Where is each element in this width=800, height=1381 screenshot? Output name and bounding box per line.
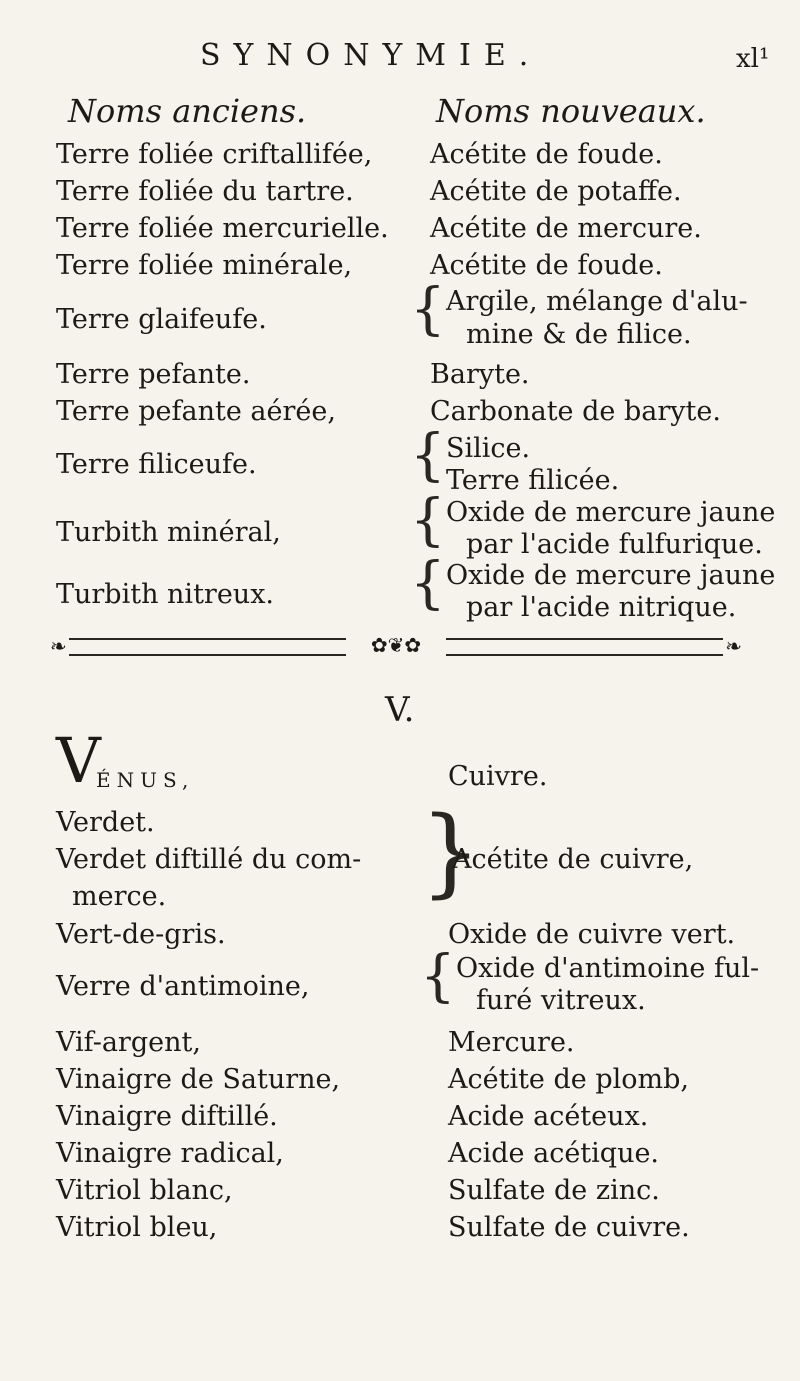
old-name: Terre pefante aérée, — [56, 396, 336, 427]
brace-icon: { — [410, 551, 446, 616]
new-name: Acide acétique. — [448, 1138, 660, 1169]
new-name-continued: par l'acide nitrique. — [466, 592, 737, 623]
new-name: Oxide de cuivre vert. — [448, 919, 736, 950]
new-name: Acétite de potaffe. — [430, 176, 682, 207]
new-name-continued: furé vitreux. — [476, 985, 646, 1016]
column-heading-new-names: Noms nouveaux. — [436, 92, 706, 130]
ornamental-divider — [50, 633, 742, 658]
old-name: Verre d'antimoine, — [56, 971, 310, 1002]
fleuron-icon: ❧ — [50, 634, 67, 658]
new-name: Mercure. — [448, 1027, 575, 1058]
old-name: Vif-argent, — [56, 1027, 201, 1058]
drop-cap: V — [56, 724, 101, 797]
heading-caps: ÉNUS, — [96, 768, 195, 792]
new-name-continued: par l'acide fulfurique. — [466, 529, 763, 560]
new-name: Acide acéteux. — [448, 1101, 649, 1132]
old-name: Verdet. — [56, 807, 155, 838]
new-name: Carbonate de baryte. — [430, 396, 721, 427]
old-name: Turbith minéral, — [56, 517, 281, 548]
old-name: Terre glaifeufe. — [56, 304, 267, 335]
old-name: Terre foliée criftallifée, — [56, 139, 373, 170]
new-name: Acétite de foude. — [430, 139, 663, 170]
old-name: Vinaigre de Saturne, — [56, 1064, 341, 1095]
new-name: Acétite de mercure. — [430, 213, 702, 244]
old-name: Terre pefante. — [56, 359, 251, 390]
old-name: Terre foliée minérale, — [56, 250, 353, 281]
brace-icon: { — [410, 277, 446, 342]
page-number: xl¹ — [736, 44, 770, 74]
brace-icon: { — [410, 423, 446, 488]
old-name: Vinaigre radical, — [56, 1138, 284, 1169]
new-name: Acétite de plomb, — [448, 1064, 689, 1095]
old-name: Terre foliée mercurielle. — [56, 213, 389, 244]
running-title: SYNONYMIE. — [200, 38, 542, 73]
brace-icon: { — [420, 944, 456, 1009]
column-heading-old-names: Noms anciens. — [68, 92, 307, 130]
new-name: Sulfate de zinc. — [448, 1175, 660, 1206]
old-name: Terre foliée du tartre. — [56, 176, 354, 207]
new-name: Acétite de cuivre, — [452, 844, 694, 875]
fleuron-icon: ❧ — [725, 634, 742, 658]
brace-icon: { — [410, 488, 446, 553]
new-name: Cuivre. — [448, 761, 548, 792]
fleuron-icon: ✿❦✿ — [346, 632, 446, 658]
new-name: Sulfate de cuivre. — [448, 1212, 690, 1243]
new-name-continued: Terre filicée. — [446, 465, 620, 496]
new-name: Oxide de mercure jaune — [446, 497, 776, 528]
old-name-continued: merce. — [72, 881, 167, 912]
new-name-continued: mine & de filice. — [466, 319, 692, 350]
new-name: Oxide de mercure jaune — [446, 560, 776, 591]
section-letter: V. — [385, 690, 415, 730]
old-name: Terre filiceufe. — [56, 449, 257, 480]
new-name: Baryte. — [430, 359, 530, 390]
new-name: Acétite de foude. — [430, 250, 663, 281]
old-name: Vinaigre diftillé. — [56, 1101, 278, 1132]
new-name: Oxide d'antimoine ful- — [456, 953, 760, 984]
brace-icon: { — [420, 796, 482, 908]
new-name: Silice. — [446, 433, 531, 464]
old-name: Turbith nitreux. — [56, 579, 275, 610]
old-name: Verdet diftillé du com- — [56, 844, 362, 875]
new-name: Argile, mélange d'alu- — [446, 286, 748, 317]
old-name: Vert-de-gris. — [56, 919, 226, 950]
old-name: Vitriol blanc, — [56, 1175, 233, 1206]
old-name: Vitriol bleu, — [56, 1212, 218, 1243]
